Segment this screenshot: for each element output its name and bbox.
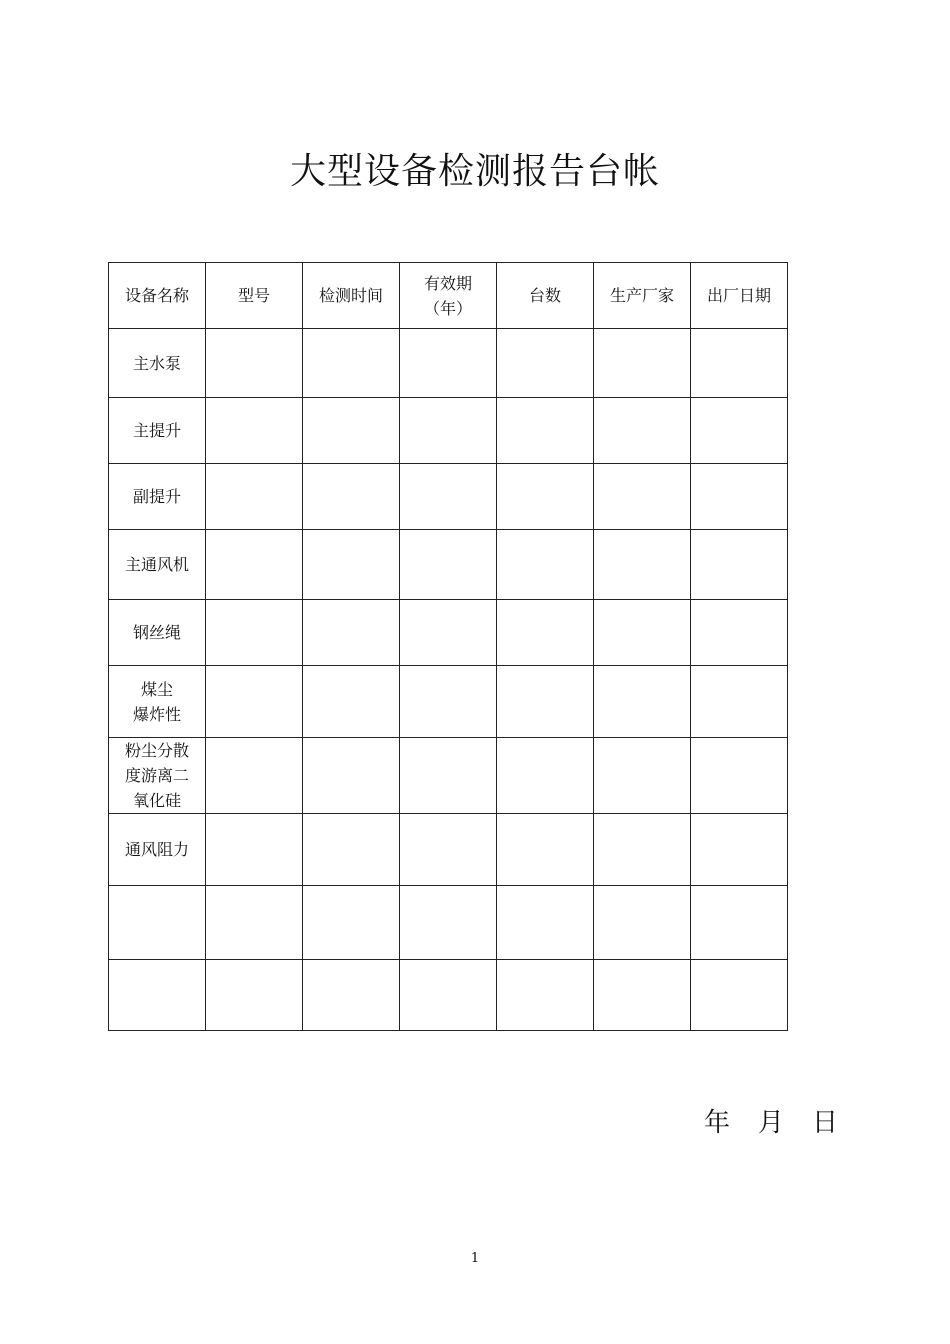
table-cell [497, 666, 594, 738]
table-cell [497, 886, 594, 960]
equipment-name-cell: 通风阻力 [109, 814, 206, 886]
table-cell [594, 600, 691, 666]
equipment-name-cell: 副提升 [109, 464, 206, 530]
table-cell [691, 398, 788, 464]
equipment-name-cell: 钢丝绳 [109, 600, 206, 666]
table-row [109, 738, 788, 814]
table-cell [206, 530, 303, 600]
table-cell [206, 886, 303, 960]
column-header: 型号 [206, 263, 303, 329]
table-cell [400, 814, 497, 886]
table-cell [206, 814, 303, 886]
equipment-name-cell: 主通风机 [109, 530, 206, 600]
table-cell [594, 960, 691, 1031]
table-cell [206, 666, 303, 738]
table-cell [594, 738, 691, 814]
table-cell [691, 464, 788, 530]
table-cell [594, 666, 691, 738]
table-row [109, 600, 788, 666]
table-cell [303, 464, 400, 530]
table-cell [691, 530, 788, 600]
table-cell [594, 398, 691, 464]
table-cell [594, 464, 691, 530]
column-header: 台数 [497, 263, 594, 329]
table-cell [303, 738, 400, 814]
date-line [704, 1106, 838, 1140]
equipment-name-cell: 主水泵 [109, 329, 206, 398]
equipment-name-cell: 粉尘分散 度游离二 氧化硅 [109, 738, 206, 814]
table-cell [303, 666, 400, 738]
table-cell [303, 814, 400, 886]
table-cell [594, 329, 691, 398]
equipment-name-cell [109, 886, 206, 960]
table-cell [303, 329, 400, 398]
table-cell [497, 398, 594, 464]
table-row [109, 530, 788, 600]
table-cell [400, 886, 497, 960]
table-cell [497, 464, 594, 530]
table-row [109, 886, 788, 960]
table-cell [206, 398, 303, 464]
table-header-row [109, 263, 788, 329]
equipment-inspection-table [108, 262, 788, 1031]
table-row [109, 814, 788, 886]
table-cell [691, 738, 788, 814]
table-cell [400, 530, 497, 600]
table-cell [594, 886, 691, 960]
table-cell [497, 600, 594, 666]
table-cell [303, 960, 400, 1031]
table-cell [497, 329, 594, 398]
equipment-name-cell [109, 960, 206, 1031]
table-cell [206, 464, 303, 530]
table-cell [691, 886, 788, 960]
date-day-label: 日 [812, 1108, 839, 1138]
table-cell [206, 960, 303, 1031]
table-cell [400, 960, 497, 1031]
table-row [109, 398, 788, 464]
table-cell [303, 886, 400, 960]
table-cell [691, 814, 788, 886]
page-number: 1 [470, 1251, 480, 1266]
table-cell [594, 530, 691, 600]
table-cell [206, 329, 303, 398]
table-row [109, 329, 788, 398]
table-cell [691, 960, 788, 1031]
table-cell [400, 464, 497, 530]
table-cell [303, 530, 400, 600]
table-cell [400, 738, 497, 814]
table-cell [400, 600, 497, 666]
table-cell [691, 666, 788, 738]
table-cell [206, 738, 303, 814]
table-cell [400, 329, 497, 398]
table-cell [206, 600, 303, 666]
column-header: 出厂日期 [691, 263, 788, 329]
column-header: 设备名称 [109, 263, 206, 329]
table-row [109, 464, 788, 530]
table-cell [691, 600, 788, 666]
document-title: 大型设备检测报告台帐 [289, 151, 660, 192]
table-cell [691, 329, 788, 398]
table-cell [594, 814, 691, 886]
table-row [109, 960, 788, 1031]
table-row [109, 666, 788, 738]
table-cell [303, 398, 400, 464]
table-cell [303, 600, 400, 666]
table-cell [400, 398, 497, 464]
equipment-name-cell: 煤尘 爆炸性 [109, 666, 206, 738]
column-header: 有效期 （年） [400, 263, 497, 329]
column-header: 生产厂家 [594, 263, 691, 329]
table-cell [497, 814, 594, 886]
date-year-label: 年 [704, 1108, 731, 1138]
table-cell [497, 530, 594, 600]
date-month-label: 月 [758, 1108, 785, 1138]
table-cell [400, 666, 497, 738]
equipment-name-cell: 主提升 [109, 398, 206, 464]
table-cell [497, 738, 594, 814]
table-cell [497, 960, 594, 1031]
column-header: 检测时间 [303, 263, 400, 329]
